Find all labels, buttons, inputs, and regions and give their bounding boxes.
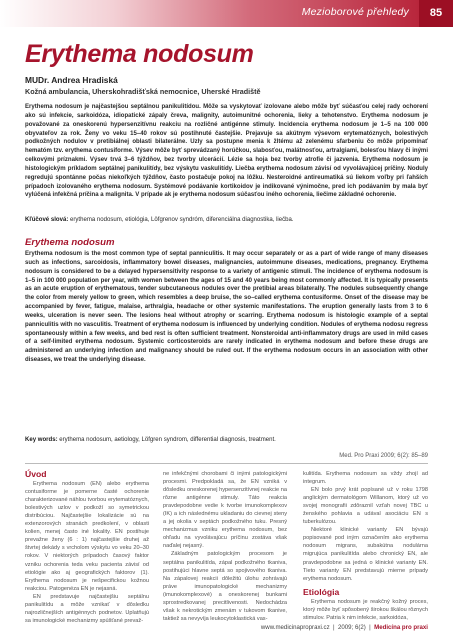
intro-heading: Úvod [25, 469, 47, 479]
body-column-3 [303, 470, 428, 622]
body-column-2 [163, 470, 287, 623]
author-name: MUDr. Andrea Hradiská [25, 75, 118, 85]
paragraph: EN predstavuje najčastejšiu septálnu panikulitídu a môže vznikať v dôsledku najrozličnejších antigénnych podnetov. Uplatňujú sa imunologické mechanizmy spúšťané prevaž- [25, 593, 149, 624]
author-affiliation: Kožná ambulancia, Uherskohradišťská nemocnice, Uherské Hradiště [25, 87, 261, 96]
abstract-english: Erythema nodosum is the most common type of septal panniculitis. It may occur separately or as a part of wide range of many diseases such as infections, sarcoidosis, inflammatory bowel diseases, malignancies, autoimmune diseases, medications, pregnancy. Erythema nodosum is considered to be a delayed hypersensitivity response to a variety of antigenic stimuli. The incidence of erythema nodosum is 1–5 in 100 000 population per year, with women between the ages of 15 and 40 years being most commonly affected. It is typically presents as an acute eruption of erythematous, tender subcutaneous nodules over the pretibial areas bilaterally. The nodules subsequently change the color from merely yellow to green, which resembles a deep bruise, the so–called erythema contusiforme. Onset of the disease may be accompanied by fever, fatigue, malaise, arthralgia, headache or other systemic manifestations. The eruption generally lasts from 3 to 6 weeks, ulceration is never seen. The lesions heal without atrophy or scarring. Erythema nodosum is histologic example of a septal panniculitis with no vasculitis. Treatment of erythema nodosum is influenced by underlying condition. Nodules of erythema nodosu regress spontaneously within a few weeks, and bed rest is often sufficient treatment. Nonsteroidal anti-inflammatory drugs are used in mild cases of a self-limited erythema nodosum. Systemic corticosteroids are rarely indicated in erythema nodosum and before these drugs are administered an underlying infection and malignancy should be ruled out. If the erythema nodosum occurs in an association with other diseases, we treat the underlying disease. [25, 251, 428, 364]
keywords-english-text: erythema nodosum, aetiology, Löfgren syndrom, differential diagnosis, treatment. [59, 437, 276, 443]
header-bar [0, 0, 453, 27]
page-footer: www.medicinapropraxi.cz | 2009; 6(2) | Medicína pro praxi [260, 624, 428, 631]
paragraph: ne infekčnými chorobami či inými patologickými procesmi. Predpokladá sa, že EN vzniká v dôsledku oneskorenej hypersenzitívnej reakcie na rôzne antigénne stimuly. Táto reakcia pravdepodobne vedie k tvorbe imunokomplexov (IK) a ich následnému ukladaniu do cievnej steny a jej okolia v septách podkožného tuku. Presný mechanizmus vzniku erythema nodosum, bez ohľadu na vyvolávajúcu príčinu zostáva však naďalej nejasný. [163, 471, 287, 550]
page-number: 85 [419, 0, 453, 27]
etiology-heading: Etiológia [303, 586, 340, 597]
paragraph: Erythema nodosum (EN) alebo erythema contusiforme je pomerne časté ochorenie charakterizované náhlou tvorbou erytematóznych, bolestivých uzlov v podkoží so symetrickou distribúciou. Najčastejšie lokalizácie sú na extenzorových stranách predkolení, v oblasti kolien, menej často iné lokality. EN postihuje prevažne ženy (6 : 1) najčastejšie druhej až štvrtej dekády s vrcholom výskytu vo veku 20–30 rokov. V niektorých prípadoch časový faktor vzniku ochorenia teda veku pacienta závisí od etiológie ako aj geografických faktorov (1). Erythema nodosum je nešpecifickou kožnou reakciou. Patogenéza EN je nejasná. [25, 481, 149, 592]
footer-site: www.medicinapropraxi.cz [260, 624, 330, 631]
paragraph: EN bolo prvý krát popísané už v roku 1798 anglickým dermatológom Willanom, ktorý už vo svojej monografii zdôraznil vzťah novej TBC u ženského pohlavia a udával asociáciu EN s tuberkulózou. [303, 487, 428, 526]
paragraph: Niektoré klinické varianty EN bývajú popisované pod iným označením ako erythema nodosum migrans, subakútna nodulárna migrujúca panikulitída alebo chronický EN, ale pravdepodobne sa jedná o klinické varianty EN. Tieto varianty EN predstavujú mierne prípady erythema nodosum. [303, 527, 428, 582]
body-column-1 [25, 470, 149, 625]
footer-journal: Medicína pro praxi [374, 624, 428, 631]
divider [25, 463, 428, 464]
section-label: Mezioborové přehledy [301, 6, 409, 18]
paragraph: Erythema nodosum je reakčný kožný proces, ktorý môže byť spôsobený širokou škálou rôznych stimulov. Patria k nim infekcie, sarkoidóza, [303, 598, 428, 621]
article-title: Erythema nodosum [25, 40, 254, 68]
keywords-slovak-text: erythema nodosum, etiológia, Löfgrenov syndróm, diferenciálna diagnostika, liečba. [70, 217, 294, 223]
citation: Med. Pro Praxi 2009; 6(2): 85–89 [339, 453, 428, 459]
english-abstract-heading: Erythema nodosum [25, 237, 115, 248]
paragraph: Základným patologickým procesom je septálna panikulitída, zápal podkožného tkaniva, postihujúci hlavne septá so spojivového tkaniva. Na zápalovej reakcii dôležitú úlohu zohrávajú práve imunopatologické mechanizmy (imunokomplexové) a oneskorenej bunkami sprostredkovanej precitlivenosti. Nedochádza však k nekrotickým zmenám v tukovom tkanive, taktiež sa nevyvíja leukocytoklastická vas- [163, 551, 287, 622]
footer-issue: 2009; 6(2) [338, 624, 366, 631]
abstract-slovak: Erythema nodosum je najčastejšou septálnou panikulitídou. Môže sa vyskytovať izolovane alebo môže byť súčasťou celej rady ochorení ako sú infekcie, sarkoidóza, idiopatické zápaly čreva, malignity, autoimunitné ochorenia, lieky a tehotenstvo. Erythema nodosum je považované za oneskorenú hypersenzitívnu reakciu na rozličné antigénne stimuly. Incidencia erythema nodosum je 1–5 na 100 000 obyvateľov za rok. Ženy vo veku 15–40 rokov sú postihnuté častejšie. Prejavuje sa akútnym výsevom erytematóznych, bolestivých podkožných nodulov v pretibiálnej oblasti bilaterálne. Uzly sa postupne menia k žltému až zelenému sfarbeniu čo môže pripomínať hematóm tzv. erythema contusiforme. Výsev môže byť sprevádzaný horúčkou, slabosťou, malátnosťou, artralgiami, bolesťou hlavy či inými celkovými príznakmi. Výsev trvá 3–6 týždňov, bez tvorby ulcerácií. Lézie sa hoja bez tvorby atrofie či jazvenia. Erythema nodosum je histologickým príkladom septálnej panikulitídy, bez výskytu vaskulitídy. Liečba erythema nodosum závisí od vyvolávajúcej príčiny. Noduly regredujú spontánne počas niekoľkých týždňov, často postačuje pokoj na lôžku. Nesteroidné antireumatiká sú liekom voľby pri ľahších prípadoch izolovaného erythema nodosum. Systémové podávanie kortikoidov je indikované výnimočne, pred ich podávaním by mala byť vylúčená infekčná príčina a malignita. V prípade ak je erythema nodosum súčasťou iného ochorenia, liečime základné ochorenie. [25, 104, 428, 199]
keywords-slovak-label: Kľúčové slová: [25, 217, 69, 223]
paragraph: kulitída. Erythema nodosum sa vždy zhojí ad integrum. [303, 471, 428, 486]
keywords-slovak [25, 217, 428, 223]
keywords-english-label: Key words: [25, 437, 58, 443]
keywords-english [25, 437, 428, 443]
